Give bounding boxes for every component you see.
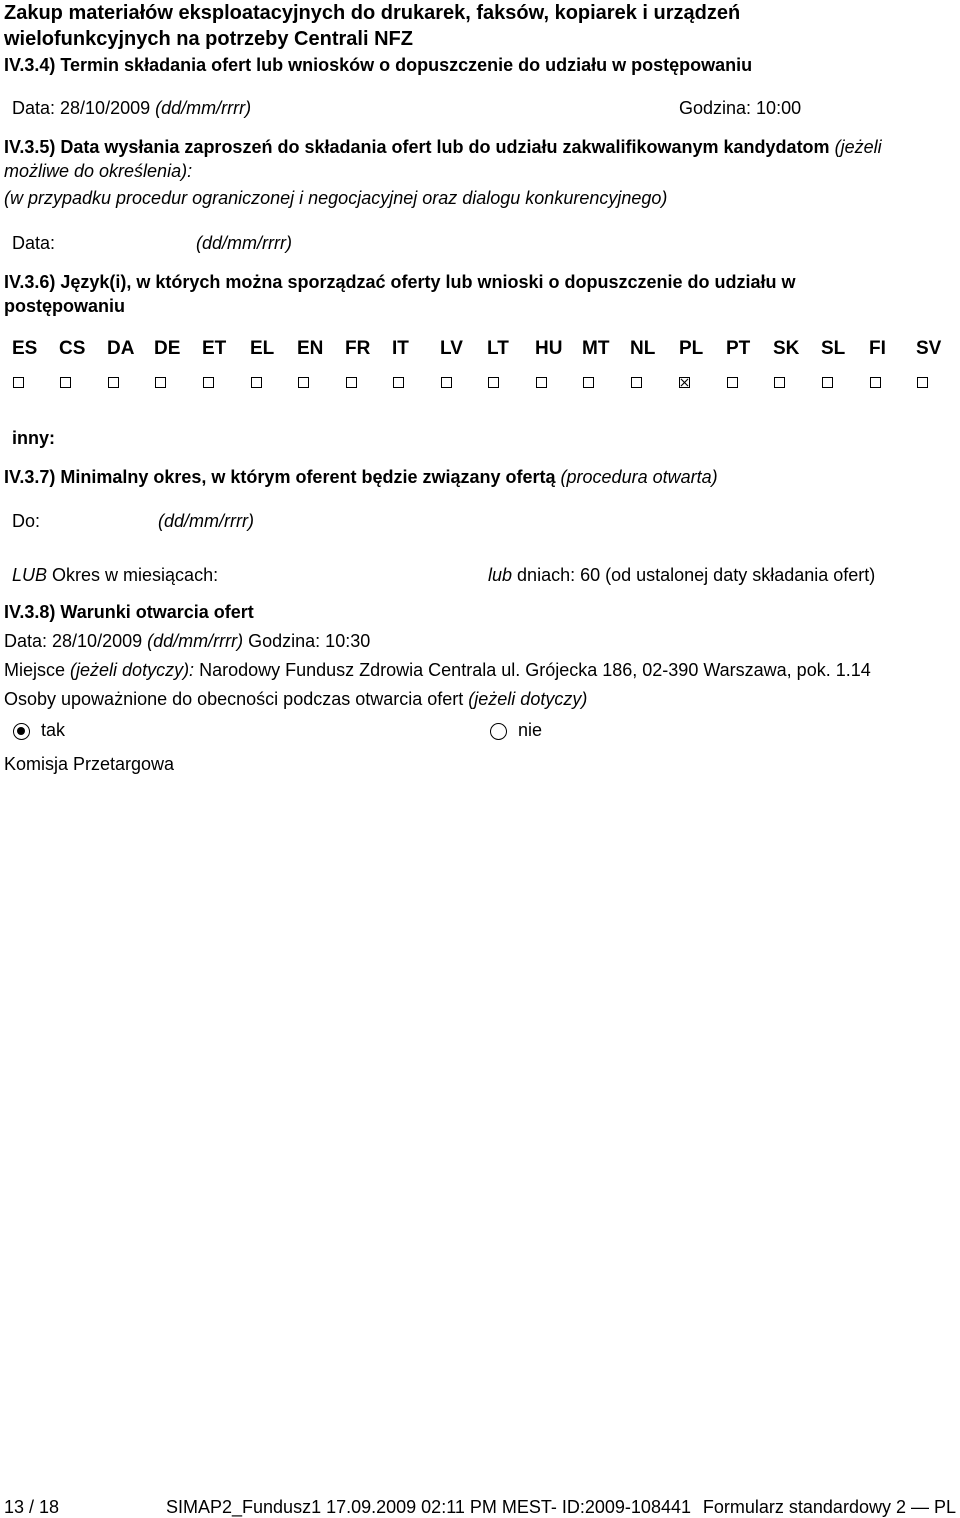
language-label-pt: PT <box>726 338 751 359</box>
language-checkbox-pl[interactable] <box>679 377 690 388</box>
authorized-persons-qualifier: (jeżeli dotyczy) <box>468 689 588 709</box>
language-checkbox-lt[interactable] <box>488 377 499 388</box>
submission-date-format: (dd/mm/rrrr) <box>155 98 252 118</box>
language-label-da: DA <box>107 338 135 359</box>
opening-place-qualifier: (jeżeli dotyczy): <box>70 660 195 680</box>
language-label-hu: HU <box>535 338 563 359</box>
language-checkbox-hu[interactable] <box>536 377 547 388</box>
invitation-date-format: (dd/mm/rrrr) <box>196 233 292 253</box>
language-checkbox-et[interactable] <box>203 377 214 388</box>
section-iv37-heading <box>4 467 718 488</box>
opening-place-label: Miejsce <box>4 660 66 680</box>
language-label-fi: FI <box>869 338 886 359</box>
language-checkbox-nl[interactable] <box>631 377 642 388</box>
opening-time: Godzina: 10:30 <box>248 631 371 651</box>
authorized-persons-label: Osoby upoważnione do obecności podczas otwarcia ofert <box>4 689 464 709</box>
radio-tak[interactable] <box>13 723 30 740</box>
checkbox-cross-icon <box>680 378 689 387</box>
binding-days-value: dniach: 60 (od ustalonej daty składania ofert) <box>517 565 876 585</box>
radio-nie[interactable] <box>490 723 507 740</box>
language-checkbox-it[interactable] <box>393 377 404 388</box>
binding-or2-label: lub <box>488 565 513 585</box>
language-checkbox-mt[interactable] <box>583 377 594 388</box>
language-label-sk: SK <box>773 338 800 359</box>
language-checkbox-sl[interactable] <box>822 377 833 388</box>
binding-days <box>488 565 875 586</box>
language-checkbox-de[interactable] <box>155 377 166 388</box>
section-iv37-title: IV.3.7) Minimalny okres, w którym oferent będzie związany ofertą <box>4 467 556 487</box>
form-name: Formularz standardowy 2 — PL <box>702 1497 956 1517</box>
radio-selected-dot <box>17 727 25 735</box>
binding-months-label: Okres w miesiącach: <box>52 565 219 585</box>
submission-date <box>12 98 251 119</box>
language-label-et: ET <box>202 338 227 359</box>
section-iv35-note: (w przypadku procedur ograniczonej i negocjacyjnej oraz dialogu konkurencyjnego) <box>4 188 668 208</box>
language-label-sl: SL <box>821 338 846 359</box>
binding-to-label: Do: <box>12 511 41 531</box>
submission-date-value: Data: 28/10/2009 <box>12 98 151 118</box>
binding-or-label: LUB <box>12 565 48 585</box>
invitation-date-label: Data: <box>12 233 56 253</box>
language-checkbox-pt[interactable] <box>727 377 738 388</box>
language-checkbox-cs[interactable] <box>60 377 71 388</box>
language-label-it: IT <box>392 338 409 359</box>
language-checkbox-fi[interactable] <box>870 377 881 388</box>
page-number: 13 / 18 <box>4 1497 60 1517</box>
section-iv34-heading: IV.3.4) Termin składania ofert lub wniosków o dopuszczenie do udziału w postępowaniu <box>4 55 753 75</box>
radio-nie-label: nie <box>518 720 543 740</box>
authorized-persons <box>4 689 587 710</box>
language-label-nl: NL <box>630 338 656 359</box>
language-checkbox-en[interactable] <box>298 377 309 388</box>
section-iv35-qualifier: (jeżeli <box>834 137 882 157</box>
language-checkbox-lv[interactable] <box>441 377 452 388</box>
opening-date-format: (dd/mm/rrrr) <box>147 631 244 651</box>
language-label-cs: CS <box>59 338 86 359</box>
language-label-lv: LV <box>440 338 463 359</box>
language-checkbox-es[interactable] <box>13 377 24 388</box>
language-label-fr: FR <box>345 338 371 359</box>
binding-months <box>12 565 218 586</box>
language-label-el: EL <box>250 338 275 359</box>
language-label-en: EN <box>297 338 324 359</box>
language-label-es: ES <box>12 338 38 359</box>
language-label-mt: MT <box>582 338 610 359</box>
language-checkbox-da[interactable] <box>108 377 119 388</box>
opening-date-value: Data: 28/10/2009 <box>4 631 143 651</box>
section-iv35-heading-cont: możliwe do określenia): <box>4 161 193 181</box>
section-iv36-heading: IV.3.6) Język(i), w których można sporządzać oferty lub wnioski o dopuszczenie do udziału w <box>4 272 796 292</box>
section-iv35-title: IV.3.5) Data wysłania zaproszeń do składania ofert lub do udziału zakwalifikowanym kandydatom <box>4 137 830 157</box>
committee-name: Komisja Przetargowa <box>4 754 175 774</box>
section-iv35-heading <box>4 137 882 158</box>
radio-tak-label: tak <box>41 720 66 740</box>
section-iv36-heading-cont: postępowaniu <box>4 296 125 316</box>
language-checkbox-sv[interactable] <box>917 377 928 388</box>
language-label-pl: PL <box>679 338 704 359</box>
language-label-de: DE <box>154 338 181 359</box>
language-label-sv: SV <box>916 338 942 359</box>
document-id: SIMAP2_Fundusz1 17.09.2009 02:11 PM MEST- ID:2009-108441 <box>166 1497 691 1517</box>
opening-date <box>4 631 370 652</box>
language-label-lt: LT <box>487 338 509 359</box>
page-title-line1: Zakup materiałów eksploatacyjnych do drukarek, faksów, kopiarek i urządzeń <box>4 2 741 24</box>
submission-time: Godzina: 10:00 <box>679 98 802 118</box>
binding-to-format: (dd/mm/rrrr) <box>158 511 254 531</box>
opening-place-value: Narodowy Fundusz Zdrowia Centrala ul. Grójecka 186, 02-390 Warszawa, pok. 1.14 <box>199 660 871 680</box>
section-iv38-heading: IV.3.8) Warunki otwarcia ofert <box>4 602 254 622</box>
page-title-line2: wielofunkcyjnych na potrzeby Centrali NFZ <box>4 28 413 50</box>
section-iv37-qualifier: (procedura otwarta) <box>560 467 718 487</box>
language-checkbox-fr[interactable] <box>346 377 357 388</box>
other-language-label: inny: <box>12 428 55 448</box>
language-checkbox-sk[interactable] <box>774 377 785 388</box>
language-checkbox-el[interactable] <box>251 377 262 388</box>
opening-place <box>4 660 871 681</box>
